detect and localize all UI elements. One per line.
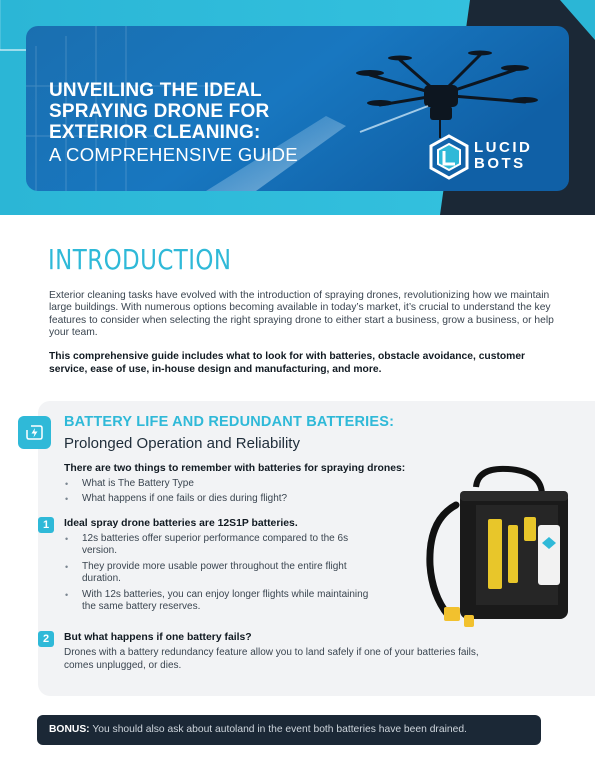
intro-bold-paragraph: This comprehensive guide includes what to look for with batteries, obstacle avoidance, customer service, ease of use, in-house design and manufacturing, and more. xyxy=(49,351,526,375)
bonus-label: BONUS: xyxy=(49,724,90,735)
list-item: • With 12s batteries, you can enjoy longer flights while maintaining the same battery reserves. xyxy=(64,589,369,614)
point2-text: Drones with a battery redundancy feature allow you to land safely if one of your batteries fails, comes unplugged, or dies. xyxy=(64,647,479,671)
header xyxy=(0,0,595,215)
point2-title: But what happens if one battery fails? xyxy=(64,632,252,643)
battery-intro-list xyxy=(64,478,394,509)
lucidbots-logo-text xyxy=(474,140,532,172)
list-item: • What is The Battery Type xyxy=(64,478,394,490)
drone-image xyxy=(340,40,550,140)
intro-paragraph: Exterior cleaning tasks have evolved with the introduction of spraying drones, revolutionizing how we maintain large buildings. With numerous options becoming available in today’s market, it’s crucial to understand the key features to consider when selecting the right spraying drone to either start a business, grow a business, or help your team. xyxy=(49,290,554,339)
battery-section-subheading: Prolonged Operation and Reliability xyxy=(64,435,300,452)
point-number-badge: 1 xyxy=(38,517,54,533)
bonus-callout xyxy=(37,715,541,745)
title-line-2: SPRAYING DRONE FOR xyxy=(49,101,270,122)
point-number-badge: 2 xyxy=(38,631,54,647)
intro-heading: INTRODUCTION xyxy=(48,243,232,276)
battery-intro-question: There are two things to remember with batteries for spraying drones: xyxy=(64,463,406,474)
list-item: • What happens if one fails or dies during flight? xyxy=(64,493,394,505)
bonus-text: You should also ask about autoland in the event both batteries have been drained. xyxy=(92,724,467,735)
title-line-3: EXTERIOR CLEANING: xyxy=(49,122,261,143)
battery-section-heading: BATTERY LIFE AND REDUNDANT BATTERIES: xyxy=(64,414,395,430)
hero-title xyxy=(49,80,379,167)
logo-text-bottom: BOTS xyxy=(474,155,526,172)
lightning-battery-icon xyxy=(18,416,51,449)
battery-image xyxy=(418,465,578,635)
list-item: • 12s batteries offer superior performance compared to the 6s version. xyxy=(64,533,369,558)
title-line-1: UNVEILING THE IDEAL xyxy=(49,80,262,101)
point1-list xyxy=(64,533,369,616)
lucidbots-logo-mark xyxy=(428,134,470,180)
list-item: • They provide more usable power throughout the entire flight duration. xyxy=(64,561,369,586)
point1-title: Ideal spray drone batteries are 12S1P batteries. xyxy=(64,518,298,529)
title-subline: A COMPREHENSIVE GUIDE xyxy=(49,144,298,165)
logo-text-top: LUCID xyxy=(474,139,533,156)
lucidbots-logo xyxy=(428,134,563,180)
